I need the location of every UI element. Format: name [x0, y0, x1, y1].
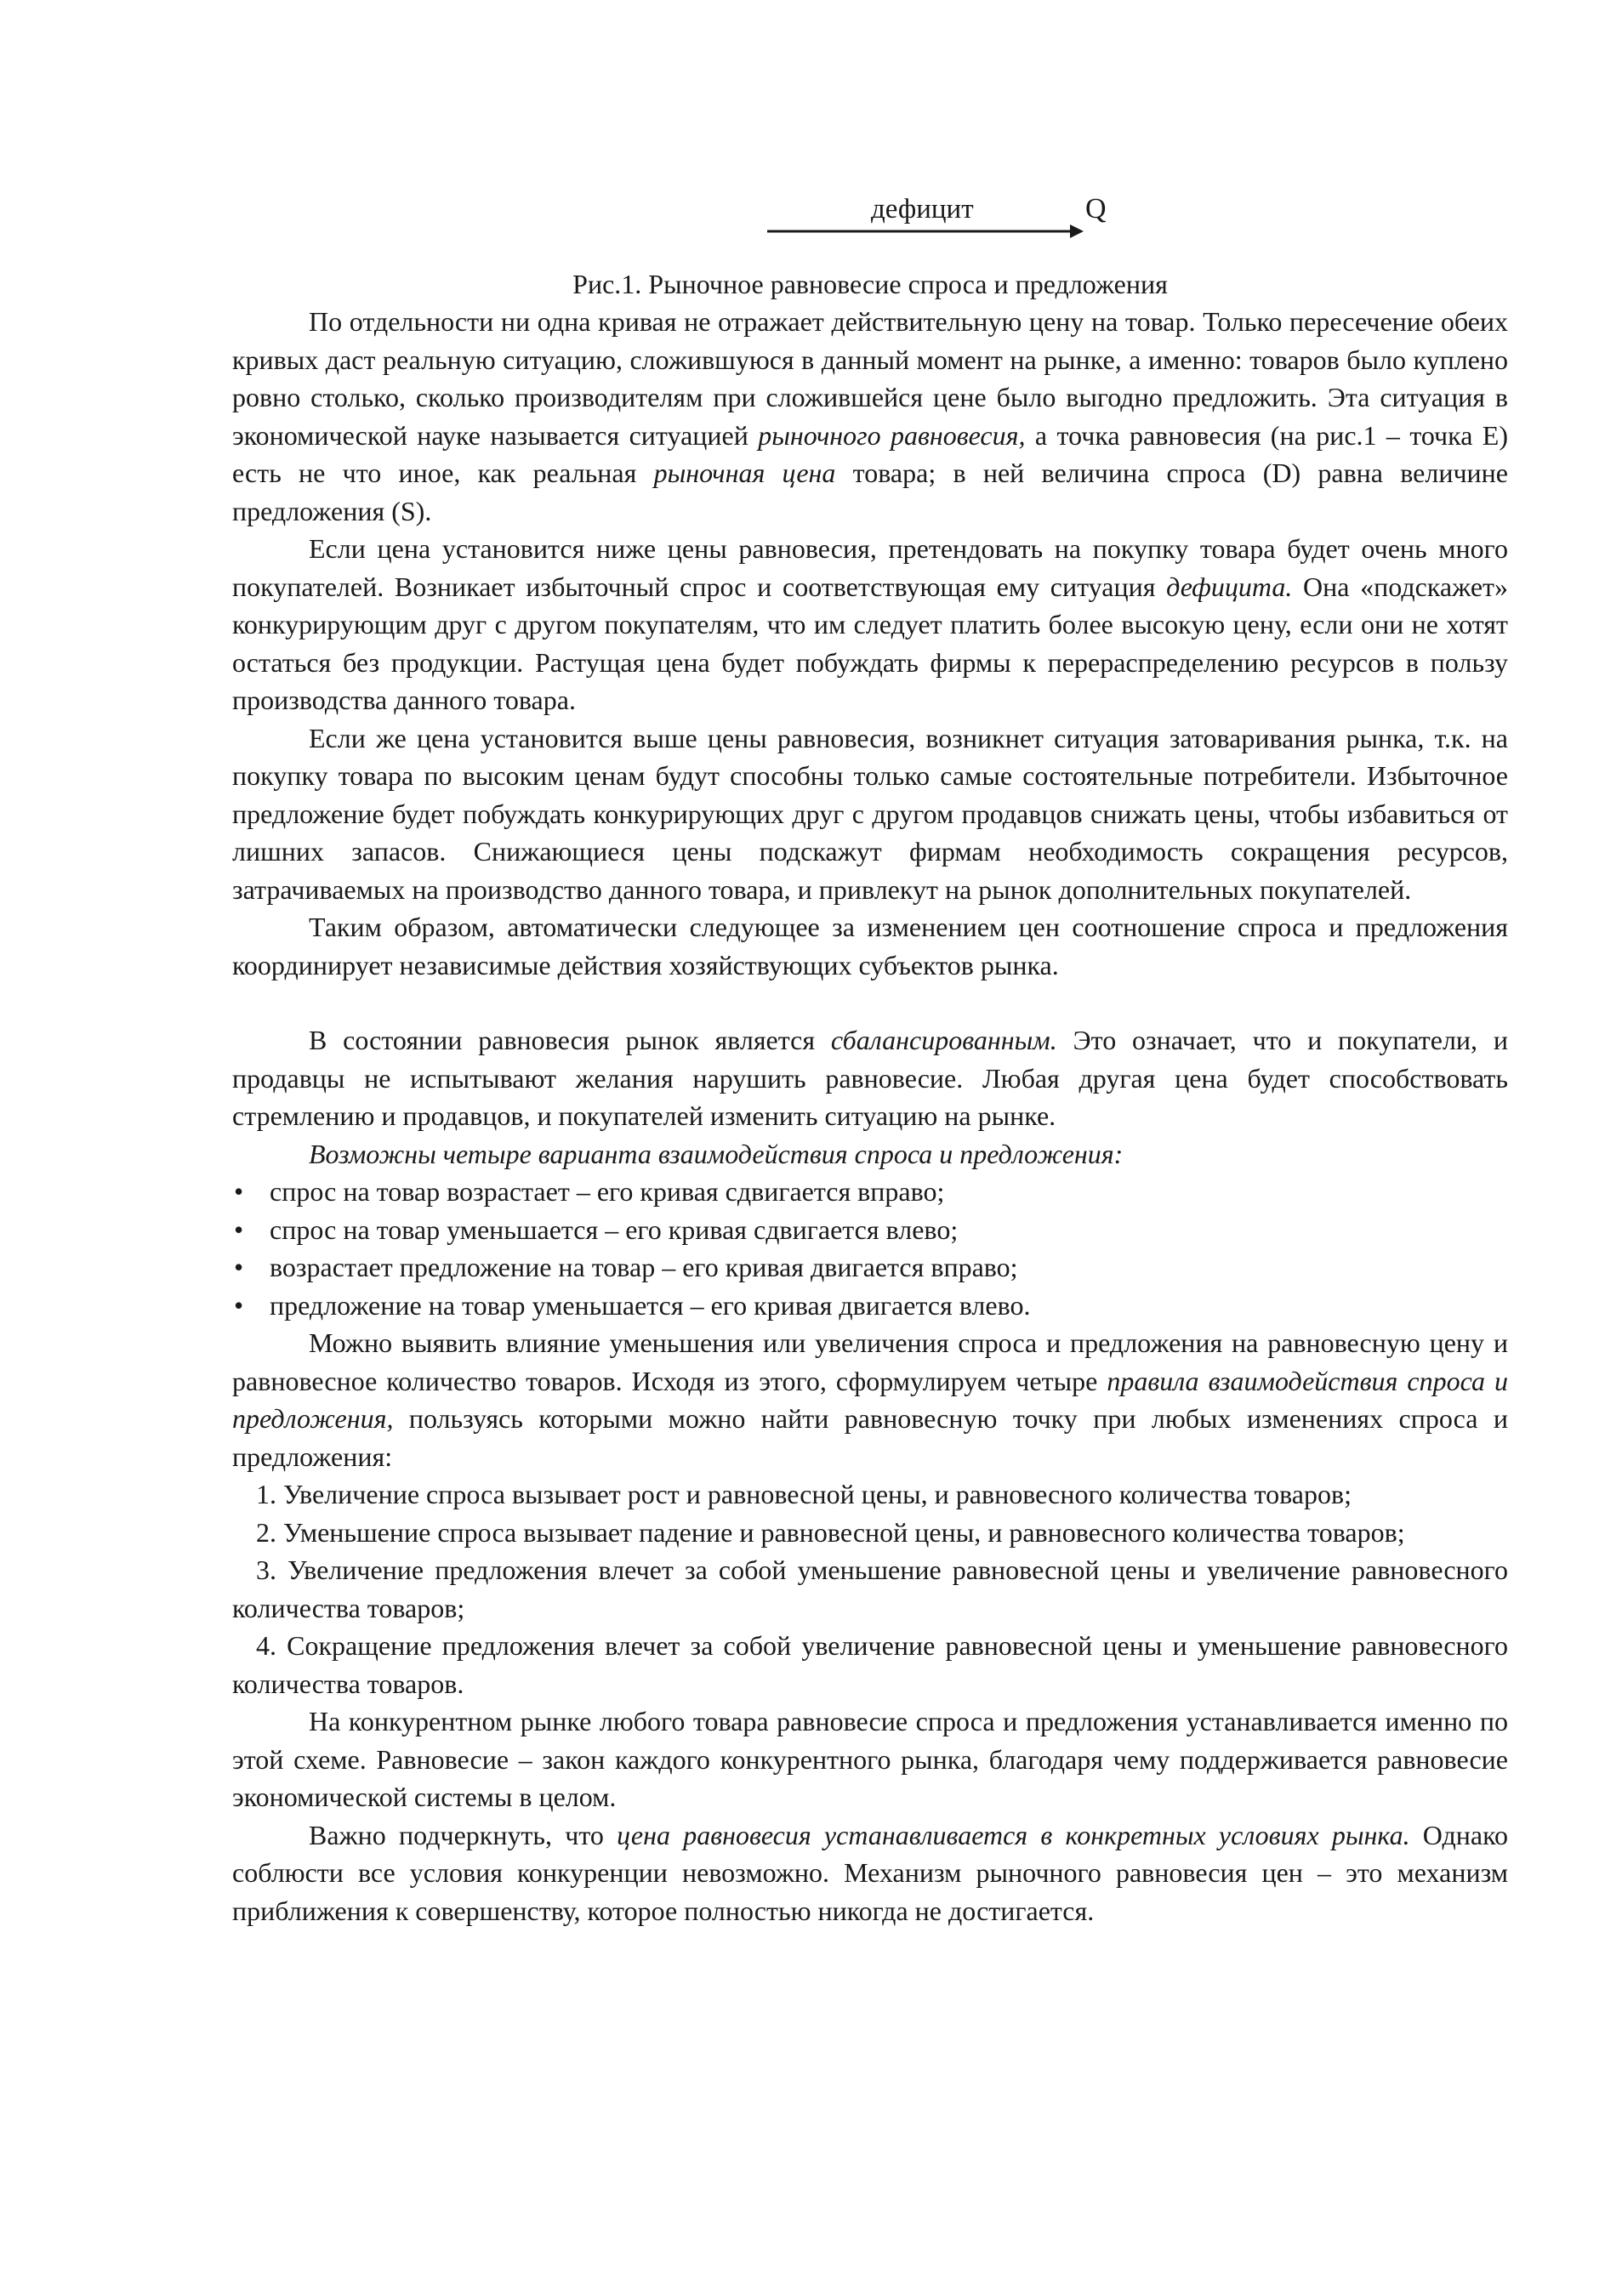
- document-body: [232, 303, 1508, 1929]
- list-item: • спрос на товар уменьшается – его кривая сдвигается влево;: [232, 1211, 1508, 1249]
- rule-item: 2. Уменьшение спроса вызывает падение и равновесной цены, и равновесного количества товаров;: [256, 1516, 1405, 1548]
- bullet-list: [232, 1173, 1508, 1324]
- rules-list: [232, 1475, 1508, 1702]
- paragraph-3: Если же цена установится выше цены равновесия, возникнет ситуация затоваривания рынка, т.к. на покупку товара по высоким ценам будут способны только самые состоятельные потребители. Избыточное предложение будет побуждать конкурирующих друг с другом продавцов снижать цены, чтобы избавиться от лишних запасов. Снижающиеся цены подскажут фирмам необходимость сокращения ресурсов, затрачиваемых на производство данного товара, и привлекут на рынок дополнительных покупателей.: [232, 722, 1508, 905]
- paragraph-7: Можно выявить влияние уменьшения или увеличения спроса и предложения на равновесную цену и равновесное количество товаров. Исходя из этого, сформулируем четыре правила взаимодействия спроса и предложения, пользуясь которыми можно найти равновесную точку при любых изменениях спроса и предложения:: [232, 1327, 1509, 1472]
- figure-axis-fragment: [767, 187, 1124, 238]
- axis-label-deficit: дефицит: [871, 194, 974, 224]
- list-item: • возрастает предложение на товар – его кривая двигается вправо;: [232, 1248, 1508, 1287]
- spacer: [232, 984, 1508, 1021]
- paragraph-9: Важно подчеркнуть, что цена равновесия устанавливается в конкретных условиях рынка. Однако соблюсти все условия конкуренции невозможно. Механизм рыночного равновесия цен – это механизм приближения к совершенству, которое полностью никогда не достигается.: [232, 1819, 1509, 1926]
- figure-caption: Рис.1. Рыночное равновесие спроса и предложения: [572, 269, 1168, 299]
- paragraph-8: На конкурентном рынке любого товара равновесие спроса и предложения устанавливается именно по этой схеме. Равновесие – закон каждого конкурентного рынка, благодаря чему поддерживается равновесие экономической системы в целом.: [232, 1706, 1508, 1812]
- paragraph-4: Таким образом, автоматически следующее за изменением цен соотношение спроса и предложения координирует независимые действия хозяйствующих субъектов рынка.: [232, 912, 1508, 980]
- rule-item: 4. Сокращение предложения влечет за собой увеличение равновесной цены и уменьшение равновесного количества товаров.: [232, 1630, 1508, 1699]
- paragraph-variants-heading: Возможны четыре варианта взаимодействия спроса и предложения:: [309, 1138, 1124, 1169]
- paragraph-1: По отдельности ни одна кривая не отражает действительную цену на товар. Только пересечение обеих кривых даст реальную ситуацию, сложившуюся в данный момент на рынке, а именно: товаров было куплено ровно столько, сколько производителям при сложившейся цене было выгодно предложить. Эта ситуация в экономической науке называется ситуацией рыночного равновесия, а точка равновесия (на рис.1 – точка E) есть не что иное, как реальная рыночная цена товара; в ней величина спроса (D) равна величине предложения (S).: [232, 306, 1509, 526]
- list-item: • спрос на товар возрастает – его кривая сдвигается вправо;: [232, 1173, 1508, 1211]
- rule-item: 1. Увеличение спроса вызывает рост и равновесной цены, и равновесного количества товаров;: [256, 1479, 1352, 1509]
- paragraph-5: В состоянии равновесия рынок является сбалансированным. Это означает, что и покупатели, и продавцы не испытывают желания нарушить равновесие. Любая другая цена будет способствовать стремлению и продавцов, и покупателей изменить ситуацию на рынке.: [232, 1025, 1509, 1131]
- rule-item: 3. Увеличение предложения влечет за собой уменьшение равновесной цены и увеличение равновесного количества товаров;: [232, 1554, 1508, 1623]
- list-item: • предложение на товар уменьшается – его кривая двигается влево.: [232, 1287, 1508, 1325]
- axis-label-q: Q: [1085, 193, 1107, 224]
- paragraph-2: Если цена установится ниже цены равновесия, претендовать на покупку товара будет очень много покупателей. Возникает избыточный спрос и соответствующая ему ситуация дефицита. Она «подскажет» конкурирующим друг с другом покупателям, что им следует платить более высокую цену, если они не хотят остаться без продукции. Растущая цена будет побуждать фирмы к перераспределению ресурсов в пользу производства данного товара.: [232, 533, 1508, 715]
